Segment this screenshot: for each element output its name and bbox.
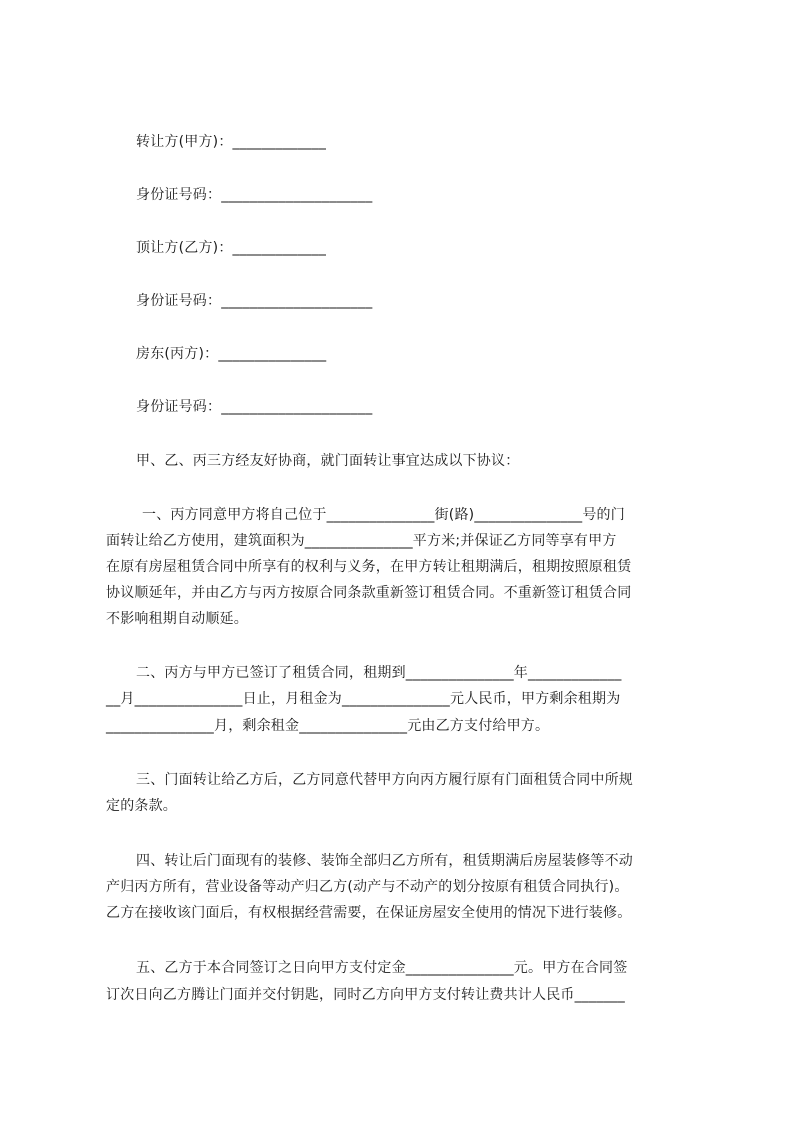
transferee-line: 顶让方(乙方)：_____________ <box>136 240 327 256</box>
clause1-line4: 协议顺延年，并由乙方与丙方按原合同条款重新签订租赁合同。不重新签订租赁合同 <box>106 585 632 601</box>
clause5-line2: 订次日向乙方腾让门面并交付钥匙，同时乙方向甲方支付转让费共计人民币_______ <box>106 987 625 1003</box>
landlord-line: 房东(丙方)：_______________ <box>136 346 327 362</box>
transferor-id-line: 身份证号码：_____________________ <box>136 187 373 203</box>
clause5-line1: 五、乙方于本合同签订之日向甲方支付定金_______________元。甲方在合同签 <box>136 960 628 976</box>
clause2-line1: 二、丙方与甲方已签订了租赁合同，租期到_______________年_____________ <box>136 665 622 681</box>
clause1-line1: 一、丙方同意甲方将自己位于_______________街(路)_______________号的门 <box>142 507 625 523</box>
clause4-line3: 乙方在接收该门面后，有权根据经营需要，在保证房屋安全使用的情况下进行装修。 <box>106 905 632 921</box>
intro-paragraph: 甲、乙、丙三方经友好协商，就门面转让事宜达成以下协议： <box>136 453 520 469</box>
clause2-line2: __月_______________日止，月租金为_______________元人民币，甲方剩余租期为 <box>106 691 621 707</box>
transferor-line: 转让方(甲方)：_____________ <box>136 134 327 150</box>
clause3-line2: 定的条款。 <box>106 798 177 814</box>
clause4-line1: 四、转让后门面现有的装修、装饰全部归乙方所有，租赁期满后房屋装修等不动 <box>136 853 633 869</box>
clause1-line3: 在原有房屋租赁合同中所享有的权利与义务，在甲方转让租期满后，租期按照原租赁 <box>106 559 632 575</box>
clause4-line2: 产归丙方所有，营业设备等动产归乙方(动产与不动产的划分按原有租赁合同执行)。 <box>106 879 629 895</box>
clause1-line2: 面转让给乙方使用，建筑面积为_______________平方米;并保证乙方同等享有甲方 <box>106 533 617 549</box>
transferee-id-line: 身份证号码：_____________________ <box>136 293 373 309</box>
clause1-line5: 不影响租期自动顺延。 <box>106 611 248 627</box>
clause2-line3: _______________月，剩余租金_______________元由乙方支付给甲方。 <box>106 718 550 734</box>
clause3-line1: 三、门面转让给乙方后，乙方同意代替甲方向丙方履行原有门面租赁合同中所规 <box>136 772 633 788</box>
landlord-id-line: 身份证号码：_____________________ <box>136 399 373 415</box>
